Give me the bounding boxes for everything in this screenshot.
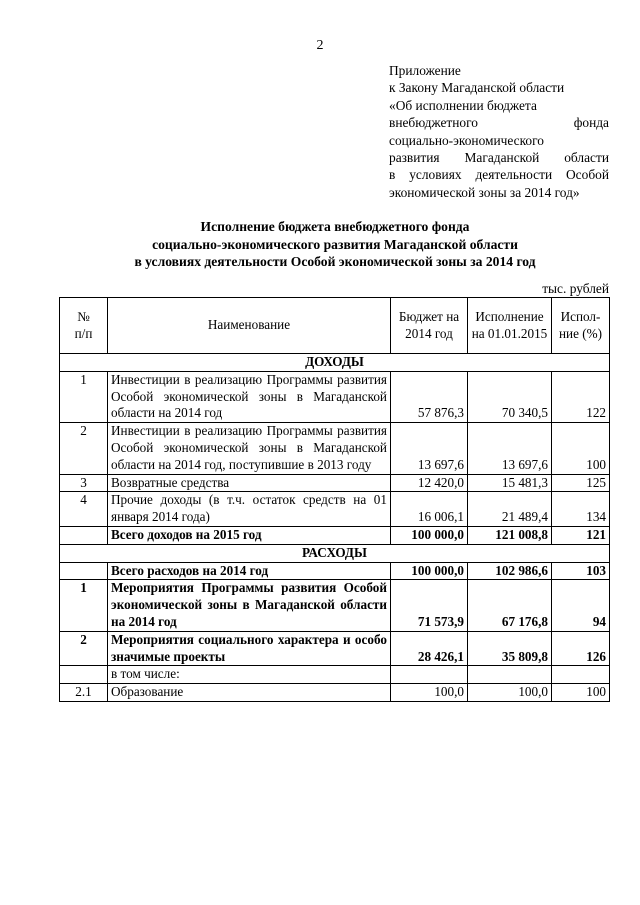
title-line: социально-экономического развития Магаданской области (152, 236, 518, 252)
expenses-total-row (60, 562, 610, 580)
table-row (60, 423, 610, 474)
row-budget: 100,0 (391, 684, 468, 702)
row-name: Мероприятия социального характера и особо значимые проекты (108, 631, 391, 666)
row-percent: 103 (552, 562, 610, 580)
document-title (60, 218, 610, 271)
row-budget: 100 000,0 (391, 526, 468, 544)
row-name: Всего доходов на 2015 год (108, 526, 391, 544)
row-num: 3 (60, 474, 108, 492)
row-execution: 35 809,8 (468, 631, 552, 666)
row-execution: 13 697,6 (468, 423, 552, 474)
row-budget: 57 876,3 (391, 371, 468, 422)
table-row (60, 371, 610, 422)
row-name: Мероприятия Программы развития Особой экономической зоны в Магаданской области на 2014 год (108, 580, 391, 631)
row-execution: 121 008,8 (468, 526, 552, 544)
row-percent: 121 (552, 526, 610, 544)
row-percent: 122 (552, 371, 610, 422)
row-num: 4 (60, 492, 108, 527)
header-name: Наименование (108, 298, 391, 354)
appendix-line: Приложение (389, 63, 461, 78)
row-name: Всего расходов на 2014 год (108, 562, 391, 580)
row-percent: 125 (552, 474, 610, 492)
row-percent: 126 (552, 631, 610, 666)
row-num (60, 526, 108, 544)
row-name: Образование (108, 684, 391, 702)
row-budget (391, 666, 468, 684)
row-execution: 67 176,8 (468, 580, 552, 631)
appendix-line: «Об исполнении бюджета (389, 97, 537, 113)
appendix-line: развития Магаданской области (389, 150, 609, 166)
row-name: Инвестиции в реализацию Программы развития Особой экономической зоны в Магаданской области на 2014 год (108, 371, 391, 422)
table-row (60, 474, 610, 492)
section-title: ДОХОДЫ (60, 354, 610, 372)
appendix-note (389, 62, 609, 201)
row-budget: 12 420,0 (391, 474, 468, 492)
table-row (60, 631, 610, 666)
row-budget: 16 006,1 (391, 492, 468, 527)
row-num: 1 (60, 580, 108, 631)
table-row (60, 684, 610, 702)
header-num: № п/п (60, 298, 108, 354)
row-percent: 100 (552, 684, 610, 702)
row-name: Возвратные средства (108, 474, 391, 492)
section-title: РАСХОДЫ (60, 544, 610, 562)
row-percent: 100 (552, 423, 610, 474)
row-execution: 15 481,3 (468, 474, 552, 492)
row-name: Прочие доходы (в т.ч. остаток средств на 01 января 2014 года) (108, 492, 391, 527)
including-row (60, 666, 610, 684)
row-percent (552, 666, 610, 684)
title-line: в условиях деятельности Особой экономической зоны за 2014 год (134, 254, 536, 269)
appendix-line: внебюджетного фонда (389, 115, 609, 131)
row-execution: 21 489,4 (468, 492, 552, 527)
page-number: 2 (316, 38, 324, 53)
budget-table (59, 297, 610, 702)
row-percent: 94 (552, 580, 610, 631)
row-execution: 100,0 (468, 684, 552, 702)
section-income (60, 354, 610, 372)
header-execution: Исполнение на 01.01.2015 (468, 298, 552, 354)
row-num (60, 562, 108, 580)
row-num (60, 666, 108, 684)
row-num: 2 (60, 423, 108, 474)
row-num: 1 (60, 371, 108, 422)
row-name: Инвестиции в реализацию Программы развития Особой экономической зоны в Магаданской области на 2014 год, поступившие в 2013 году (108, 423, 391, 474)
table-row (60, 492, 610, 527)
income-total-row (60, 526, 610, 544)
title-line: Исполнение бюджета внебюджетного фонда (200, 219, 470, 234)
row-execution (468, 666, 552, 684)
row-budget: 71 573,9 (391, 580, 468, 631)
row-num: 2.1 (60, 684, 108, 702)
header-budget: Бюджет на 2014 год (391, 298, 468, 354)
row-num: 2 (60, 631, 108, 666)
row-budget: 13 697,6 (391, 423, 468, 474)
table-body (60, 354, 610, 702)
table-row (60, 580, 610, 631)
table-header-row (60, 298, 610, 354)
row-budget: 28 426,1 (391, 631, 468, 666)
unit-label: тыс. рублей (542, 281, 609, 296)
row-percent: 134 (552, 492, 610, 527)
appendix-line: к Закону Магаданской области (389, 80, 565, 96)
row-execution: 70 340,5 (468, 371, 552, 422)
section-expenses (60, 544, 610, 562)
appendix-line: в условиях деятельности Особой (389, 167, 609, 183)
row-execution: 102 986,6 (468, 562, 552, 580)
appendix-line: экономической зоны за 2014 год» (389, 184, 580, 200)
row-name: в том числе: (108, 666, 391, 684)
header-percent: Испол-ние (%) (552, 298, 610, 354)
appendix-line: социально-экономического (389, 132, 544, 148)
row-budget: 100 000,0 (391, 562, 468, 580)
